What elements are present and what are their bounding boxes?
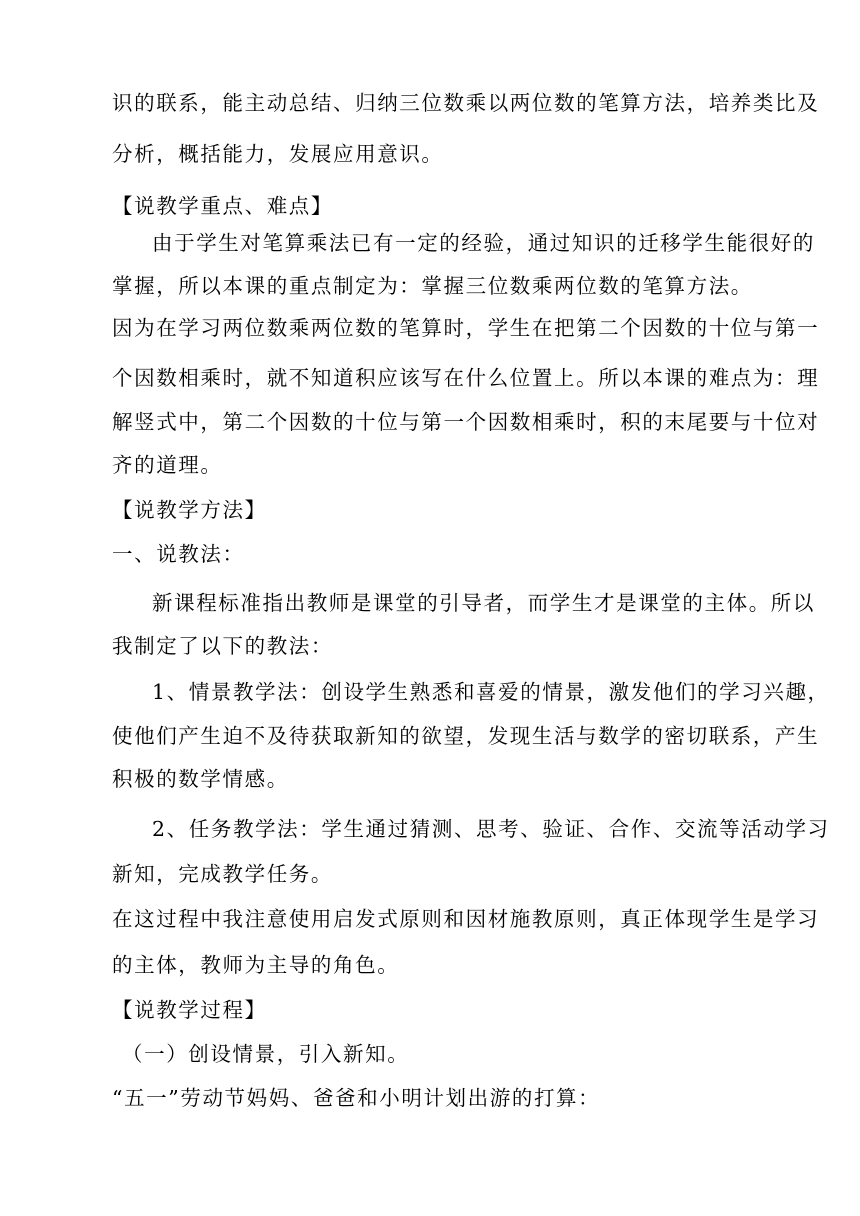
subsection-heading: （一）创设情景，引入新知。 [122, 1042, 410, 1066]
section-heading: 【说教学过程】 [112, 998, 267, 1022]
section-heading: 【说教学方法】 [112, 498, 267, 522]
paragraph-line: 由于学生对笔算乘法已有一定的经验，通过知识的迁移学生能很好的 [152, 231, 815, 255]
paragraph-line: 使他们产生迫不及待获取新知的欲望，发现生活与数学的密切联系，产生 [112, 724, 820, 748]
paragraph-line: 新知，完成教学任务。 [112, 862, 333, 886]
paragraph-line: 个因数相乘时，就不知道积应该写在什么位置上。所以本课的难点为：理 [112, 366, 820, 390]
list-item-line: 1、情景教学法：创设学生熟悉和喜爱的情景，激发他们的学习兴趣， [152, 680, 830, 704]
paragraph-line: 在这过程中我注意使用启发式原则和因材施教原则，真正体现学生是学习 [112, 907, 820, 931]
paragraph-line: “五一”劳动节妈妈、爸爸和小明计划出游的打算： [112, 1086, 601, 1110]
paragraph-line: 新课程标准指出教师是课堂的引导者，而学生才是课堂的主体。所以 [152, 591, 815, 615]
paragraph-line: 齐的道理。 [112, 453, 223, 477]
paragraph-line: 的主体，教师为主导的角色。 [112, 953, 400, 977]
subsection-heading: 一、说教法： [112, 542, 245, 566]
paragraph-line: 识的联系，能主动总结、归纳三位数乘以两位数的笔算方法，培养类比及 [112, 91, 820, 115]
list-item-line: 2、任务教学法：学生通过猜测、思考、验证、合作、交流等活动学习 [152, 817, 830, 841]
paragraph-line: 我制定了以下的教法： [112, 634, 333, 658]
paragraph-line: 积极的数学情感。 [112, 767, 289, 791]
paragraph-line: 分析，概括能力，发展应用意识。 [112, 142, 444, 166]
paragraph-line: 因为在学习两位数乘两位数的笔算时，学生在把第二个因数的十位与第一 [112, 316, 820, 340]
section-heading: 【说教学重点、难点】 [112, 194, 333, 218]
paragraph-line: 解竖式中，第二个因数的十位与第一个因数相乘时，积的末尾要与十位对 [112, 410, 820, 434]
paragraph-line: 掌握，所以本课的重点制定为：掌握三位数乘两位数的笔算方法。 [112, 274, 753, 298]
